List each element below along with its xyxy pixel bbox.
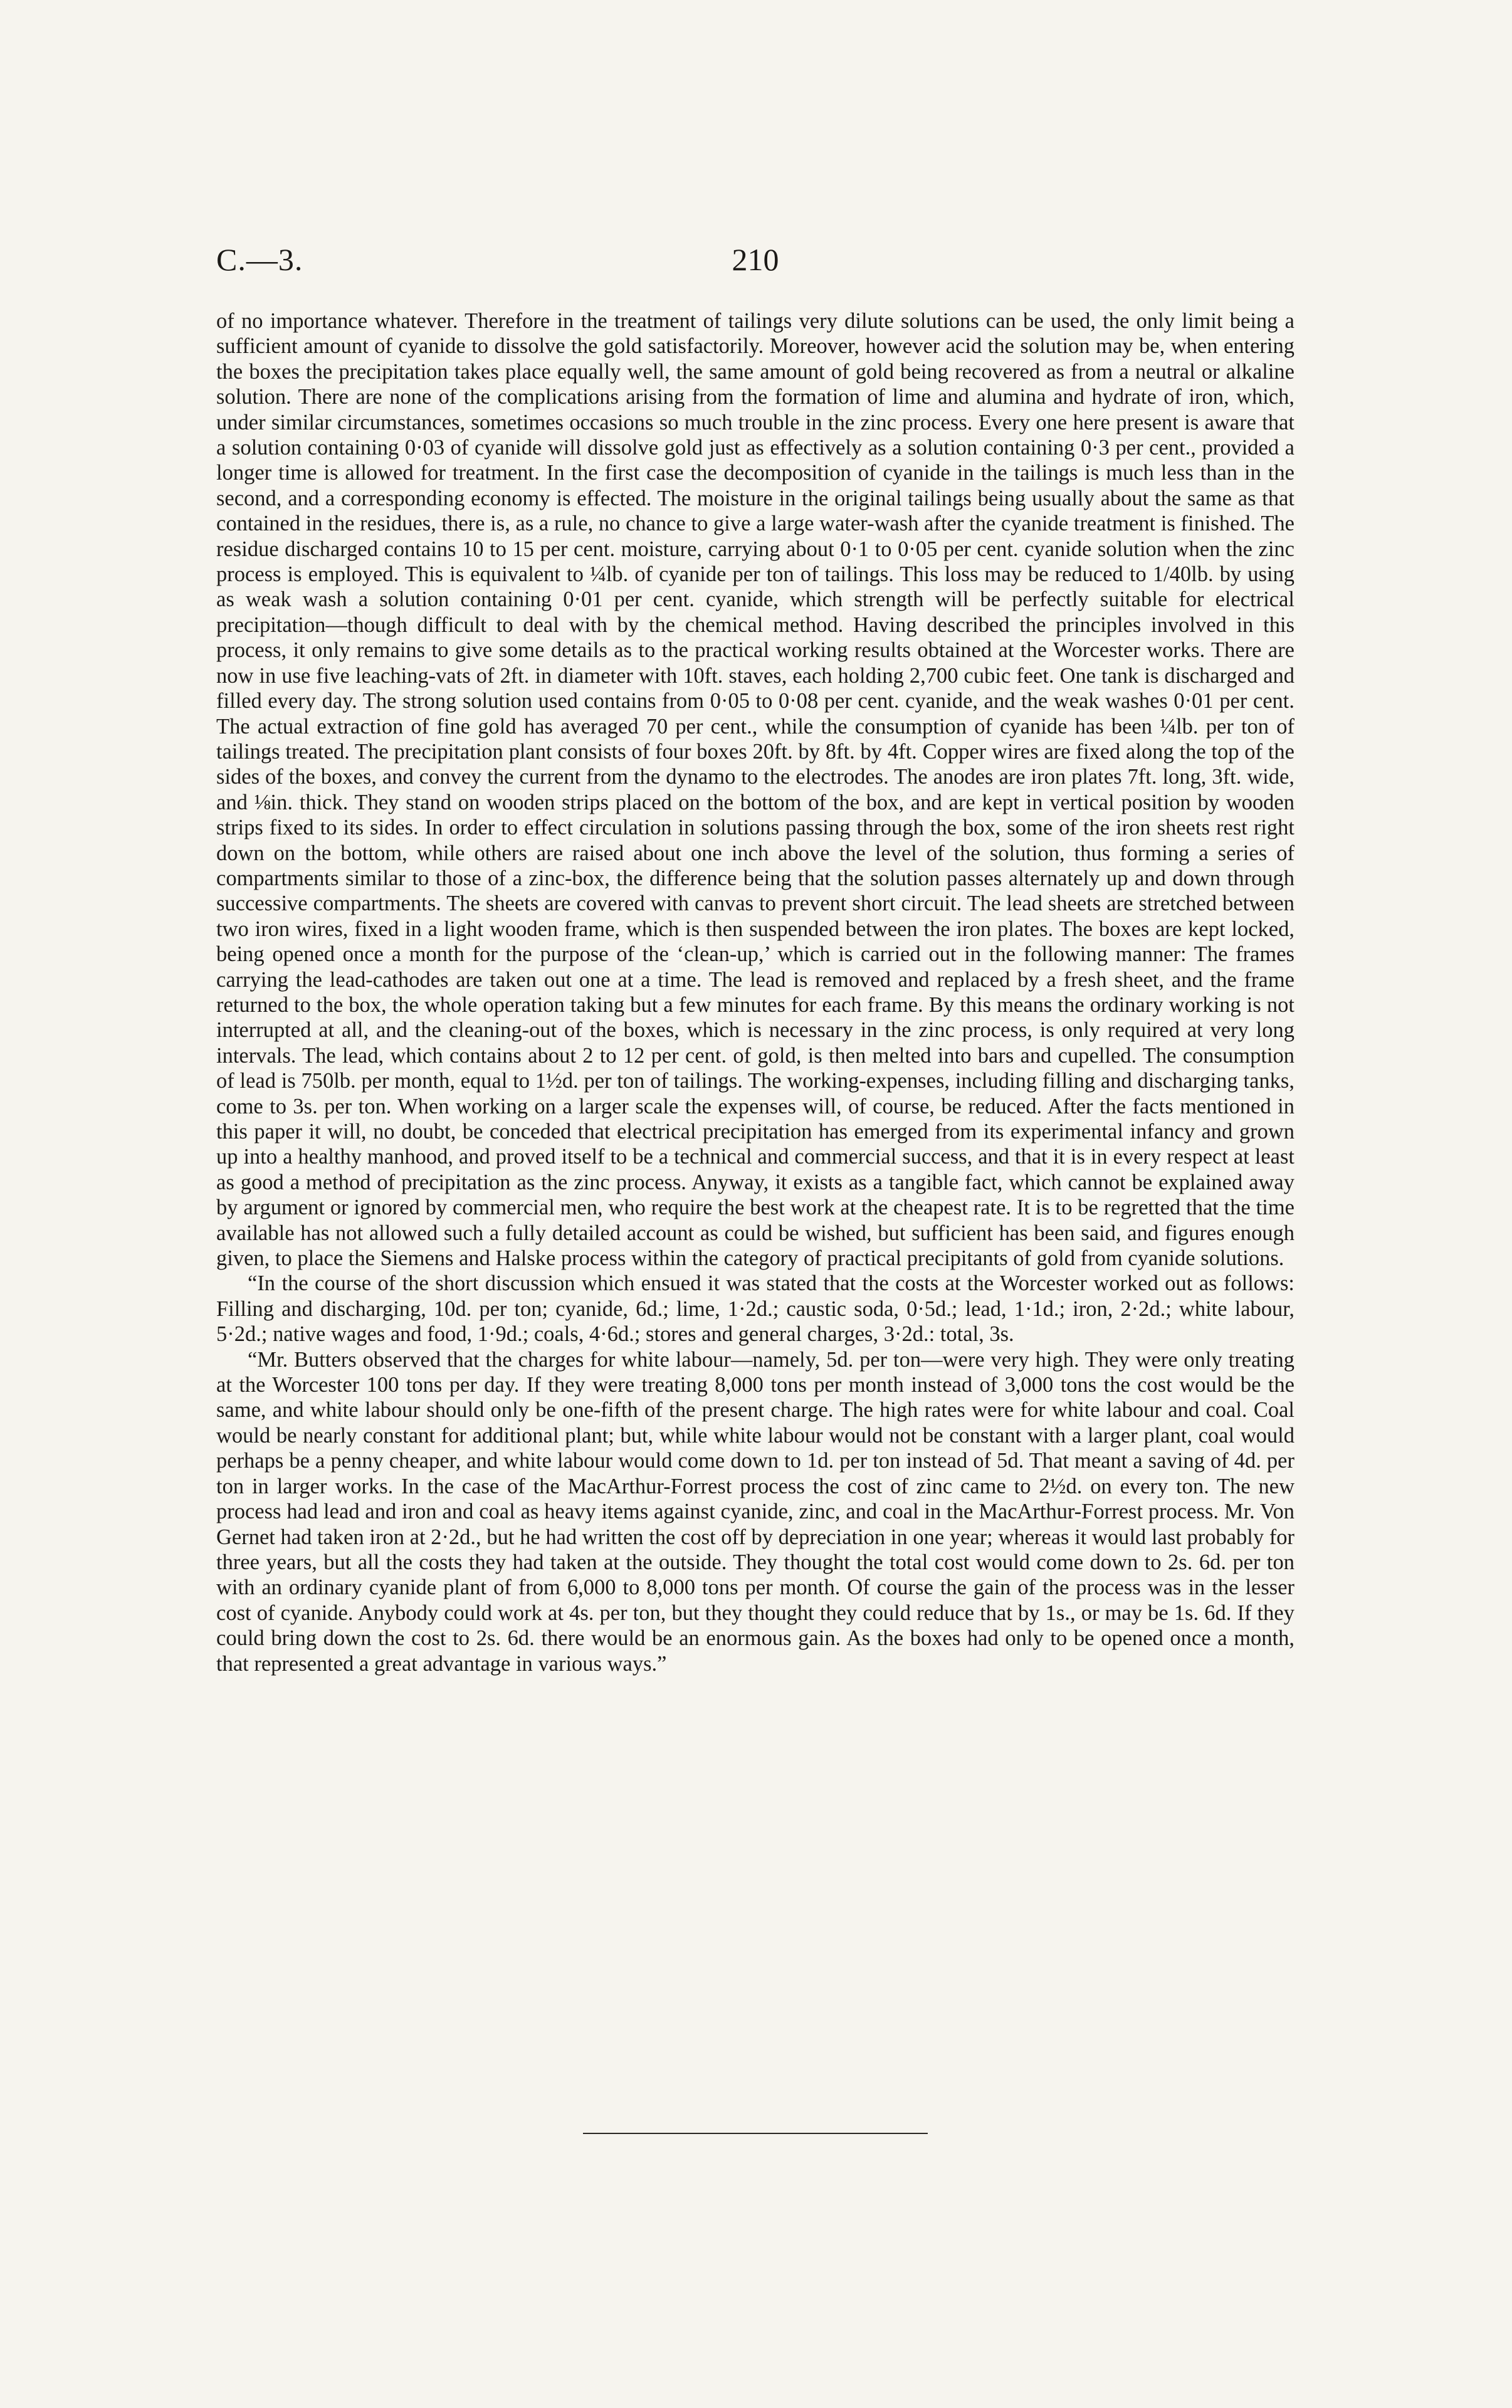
section-divider bbox=[583, 2133, 928, 2134]
paragraph-butters: “Mr. Butters observed that the charges for white labour—namely, 5d. per ton—were very high. They were only treating at the Worcester 100 tons per day. If they were treating 8,000 tons per month instead of 3,000 tons the cost would be the same, and white labour should only be one-fifth of the present charge. The high rates were for white labour and coal. Coal would be nearly constant for additional plant; but, while white labour would not be constant with a larger plant, coal would perhaps be a penny cheaper, and white labour would come down to 1d. per ton instead of 5d. That meant a saving of 4d. per ton in larger works. In the case of the MacArthur-Forrest process the cost of zinc came to 2½d. on every ton. The new process had lead and iron and coal as heavy items against cyanide, zinc, and coal in the MacArthur-Forrest process. Mr. Von Gernet had taken iron at 2·2d., but he had written the cost off by depreciation in one year; whereas it would last probably for three years, but all the costs they had taken at the outside. They thought the total cost would come down to 2s. 6d. per ton with an ordinary cyanide plant of from 6,000 to 8,000 tons per month. Of course the gain of the process was in the lesser cost of cyanide. Anybody could work at 4s. per ton, but they thought they could reduce that by 1s., or may be 1s. 6d. If they could bring down the cost to 2s. 6d. there would be an enormous gain. As the boxes had only to be opened once a month, that represented a great advantage in various ways.” bbox=[216, 1347, 1294, 1676]
page-number: 210 bbox=[732, 242, 779, 277]
paragraph-costs: “In the course of the short discussion which ensued it was stated that the costs at the Worcester worked out as follows: Filling and discharging, 10d. per ton; cyanide, 6d.; lime, 1·2d.; caustic soda, 0·5d.; lead, 1·1d.; iron, 2·2d.; white labour, 5·2d.; native wages and food, 1·9d.; coals, 4·6d.; stores and general charges, 3·2d.: total, 3s. bbox=[216, 1271, 1294, 1347]
page-header bbox=[216, 241, 1294, 285]
paragraph-continuation: of no importance whatever. Therefore in the treatment of tailings very dilute solutions can be used, the only limit being a sufficient amount of cyanide to dissolve the gold satisfactorily. Moreover, however acid the solution may be, when entering the boxes the precipitation takes place equally well, the same amount of gold being recovered as from a neutral or alkaline solution. There are none of the complications arising from the formation of lime and alumina and hydrate of iron, which, under similar circumstances, sometimes occasions so much trouble in the zinc process. Every one here present is aware that a solution containing 0·03 of cyanide will dissolve gold just as effectively as a solution containing 0·3 per cent., provided a longer time is allowed for treatment. In the first case the decomposition of cyanide in the tailings is much less than in the second, and a corresponding economy is effected. The moisture in the original tailings being usually about the same as that contained in the residues, there is, as a rule, no chance to give a large water-wash after the cyanide treatment is finished. The residue discharged contains 10 to 15 per cent. moisture, carrying about 0·1 to 0·05 per cent. cyanide solution when the zinc process is employed. This is equivalent to ¼lb. of cyanide per ton of tailings. This loss may be reduced to 1/40lb. by using as weak wash a solution containing 0·01 per cent. cyanide, which strength will be perfectly suitable for electrical precipitation—though difficult to deal with by the chemical method. Having described the principles involved in this process, it only remains to give some details as to the practical working results obtained at the Worcester works. There are now in use five leaching-vats of 2ft. in diameter with 10ft. staves, each holding 2,700 cubic feet. One tank is discharged and filled every day. The strong solution used contains from 0·05 to 0·08 per cent. cyanide, and the weak washes 0·01 per cent. The actual extraction of fine gold has averaged 70 per cent., while the consumption of cyanide has been ¼lb. per ton of tailings treated. The precipitation plant consists of four boxes 20ft. by 8ft. by 4ft. Copper wires are fixed along the top of the sides of the boxes, and convey the current from the dynamo to the electrodes. The anodes are iron plates 7ft. long, 3ft. wide, and ⅛in. thick. They stand on wooden strips placed on the bottom of the box, and are kept in vertical position by wooden strips fixed to its sides. In order to effect circulation in solutions passing through the box, some of the iron sheets rest right down on the bottom, while others are raised about one inch above the level of the solution, thus forming a series of compartments similar to those of a zinc-box, the difference being that the solution passes alternately up and down through successive compartments. The sheets are covered with canvas to prevent short circuit. The lead sheets are stretched between two iron wires, fixed in a light wooden frame, which is then suspended between the iron plates. The boxes are kept locked, being opened once a month for the purpose of the ‘clean-up,’ which is carried out in the following manner: The frames carrying the lead-cathodes are taken out one at a time. The lead is removed and replaced by a fresh sheet, and the frame returned to the box, the whole operation taking but a few minutes for each frame. By this means the ordinary working is not interrupted at all, and the cleaning-out of the boxes, which is necessary in the zinc process, is only required at very long intervals. The lead, which contains about 2 to 12 per cent. of gold, is then melted into bars and cupelled. The consumption of lead is 750lb. per month, equal to 1½d. per ton of tailings. The working-expenses, including filling and discharging tanks, come to 3s. per ton. When working on a larger scale the expenses will, of course, be reduced. After the facts mentioned in this paper it will, no doubt, be conceded that electrical precipitation has emerged from its experimental infancy and grown up into a healthy manhood, and proved itself to be a technical and commercial success, and that it is in every respect at least as good a method of precipitation as the zinc process. Anyway, it exists as a tangible fact, which cannot be explained away by argument or ignored by commercial men, who require the best work at the cheapest rate. It is to be regretted that the time available has not allowed such a fully detailed account as could be wished, but sufficient has been said, and figures enough given, to place the Siemens and Halske process within the category of practical precipitants of gold from cyanide solutions. bbox=[216, 309, 1294, 1271]
document-reference: C.—3. bbox=[216, 242, 303, 277]
body-text bbox=[216, 308, 1294, 1676]
